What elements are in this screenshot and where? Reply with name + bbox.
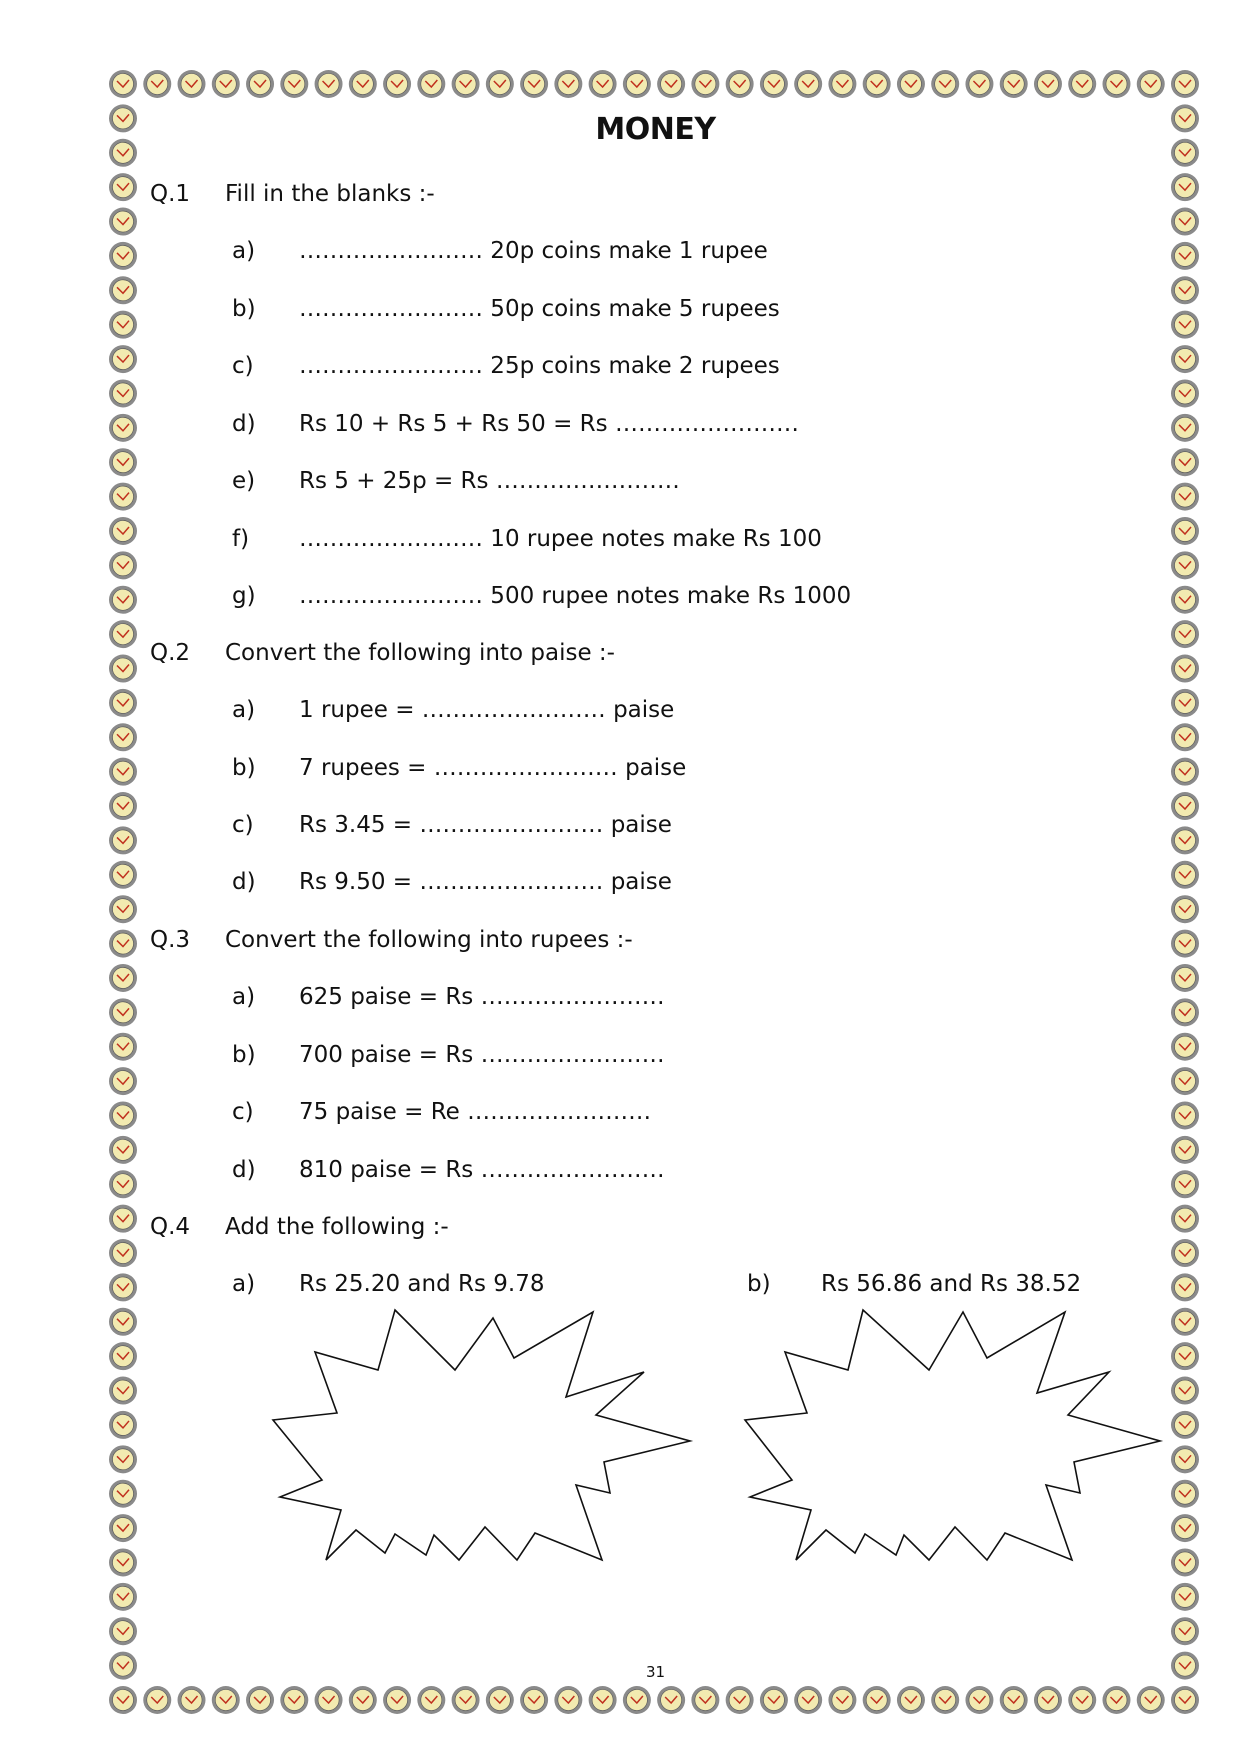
q2-item-label: b): [232, 755, 256, 781]
clock-icon: [109, 620, 137, 648]
clock-icon: [1171, 1308, 1199, 1336]
clock-icon: [1171, 792, 1199, 820]
clock-icon: [109, 1411, 137, 1439]
clock-icon: [1000, 1686, 1028, 1714]
clock-icon: [760, 1686, 788, 1714]
clock-icon: [452, 70, 480, 98]
clock-icon: [1102, 1686, 1130, 1714]
q4-item-label: b): [747, 1271, 771, 1297]
clock-icon: [1171, 1445, 1199, 1473]
clock-icon: [897, 70, 925, 98]
q2-item-label: c): [232, 812, 254, 838]
clock-icon: [452, 1686, 480, 1714]
clock-icon: [1171, 173, 1199, 201]
clock-icon: [1171, 276, 1199, 304]
clock-icon: [863, 1686, 891, 1714]
clock-icon: [109, 792, 137, 820]
clock-icon: [109, 1342, 137, 1370]
clock-icon: [109, 1136, 137, 1164]
clock-icon: [1171, 1067, 1199, 1095]
clock-icon: [109, 1686, 137, 1714]
clock-icon: [1171, 1686, 1199, 1714]
clock-icon: [1171, 895, 1199, 923]
clock-icon: [109, 1101, 137, 1129]
clock-icon: [589, 70, 617, 98]
clock-icon: [109, 551, 137, 579]
clock-icon: [1171, 414, 1199, 442]
question-4-text: Add the following :-: [225, 1214, 449, 1240]
clock-icon: [280, 1686, 308, 1714]
q2-item-label: d): [232, 869, 256, 895]
clock-icon: [383, 1686, 411, 1714]
clock-icon: [109, 1067, 137, 1095]
clock-icon: [109, 1377, 137, 1405]
clock-icon: [1171, 1033, 1199, 1061]
clock-icon: [1171, 689, 1199, 717]
clock-icon: [897, 1686, 925, 1714]
clock-icon: [691, 70, 719, 98]
clock-icon: [1171, 1514, 1199, 1542]
q3-item-label: c): [232, 1099, 254, 1125]
clock-icon: [315, 70, 343, 98]
question-2-text: Convert the following into paise :-: [225, 640, 615, 666]
question-1-text: Fill in the blanks :-: [225, 181, 435, 207]
clock-icon: [109, 758, 137, 786]
clock-icon: [486, 1686, 514, 1714]
clock-icon: [109, 895, 137, 923]
clock-icon: [246, 70, 274, 98]
clock-icon: [863, 70, 891, 98]
clock-icon: [794, 70, 822, 98]
clock-icon: [417, 70, 445, 98]
clock-icon: [965, 70, 993, 98]
q1-item-label: c): [232, 353, 254, 379]
clock-icon: [965, 1686, 993, 1714]
clock-icon: [726, 70, 754, 98]
clock-icon: [109, 242, 137, 270]
q2-item-text: Rs 9.50 = …………………… paise: [299, 869, 672, 895]
clock-icon: [109, 379, 137, 407]
q3-item-label: a): [232, 984, 256, 1010]
clock-icon: [109, 930, 137, 958]
clock-icon: [828, 70, 856, 98]
clock-icon: [1137, 70, 1165, 98]
clock-icon: [1171, 242, 1199, 270]
clock-icon: [109, 1170, 137, 1198]
clock-icon: [246, 1686, 274, 1714]
q1-item-label: f): [232, 526, 250, 552]
clock-icon: [1137, 1686, 1165, 1714]
q1-item-label: b): [232, 296, 256, 322]
q1-item-text: …………………… 10 rupee notes make Rs 100: [299, 526, 822, 552]
clock-icon: [109, 998, 137, 1026]
clock-icon: [1171, 586, 1199, 614]
clock-icon: [1171, 483, 1199, 511]
clock-icon: [109, 1514, 137, 1542]
clock-icon: [1171, 208, 1199, 236]
clock-icon: [280, 70, 308, 98]
clock-icon: [109, 448, 137, 476]
clock-icon: [417, 1686, 445, 1714]
clock-icon: [109, 517, 137, 545]
q2-item-text: Rs 3.45 = …………………… paise: [299, 812, 672, 838]
clock-icon: [1000, 70, 1028, 98]
clock-icon: [109, 1033, 137, 1061]
clock-icon: [1171, 1548, 1199, 1576]
clock-icon: [1171, 551, 1199, 579]
clock-icon: [109, 345, 137, 373]
clock-icon: [554, 70, 582, 98]
clock-icon: [109, 1273, 137, 1301]
clock-icon: [1171, 758, 1199, 786]
clock-icon: [1034, 70, 1062, 98]
q4-item-text: Rs 25.20 and Rs 9.78: [299, 1271, 545, 1297]
q1-item-text: Rs 5 + 25p = Rs ……………………: [299, 468, 680, 494]
q1-item-text: …………………… 20p coins make 1 rupee: [299, 238, 768, 264]
q1-item-text: …………………… 500 rupee notes make Rs 1000: [299, 583, 852, 609]
clock-icon: [657, 1686, 685, 1714]
clock-icon: [349, 1686, 377, 1714]
clock-icon: [1171, 1583, 1199, 1611]
q3-item-text: 810 paise = Rs ……………………: [299, 1157, 665, 1183]
clock-icon: [1171, 1411, 1199, 1439]
q1-item-text: …………………… 25p coins make 2 rupees: [299, 353, 780, 379]
clock-icon: [931, 70, 959, 98]
clock-icon: [178, 1686, 206, 1714]
clock-icon: [143, 1686, 171, 1714]
clock-icon: [1171, 826, 1199, 854]
clock-icon: [109, 1308, 137, 1336]
question-4-number: Q.4: [150, 1214, 191, 1240]
clock-icon: [109, 964, 137, 992]
clock-icon: [1171, 1617, 1199, 1645]
clock-icon: [109, 483, 137, 511]
clock-icon: [1171, 1273, 1199, 1301]
q1-item-label: a): [232, 238, 256, 264]
q1-item-label: d): [232, 411, 256, 437]
clock-icon: [1171, 1170, 1199, 1198]
clock-icon: [109, 70, 137, 98]
clock-icon: [1171, 379, 1199, 407]
clock-icon: [1171, 620, 1199, 648]
clock-icon: [1034, 1686, 1062, 1714]
page-title: MONEY: [595, 112, 716, 147]
clock-icon: [1171, 964, 1199, 992]
clock-icon: [1171, 1205, 1199, 1233]
q3-item-label: b): [232, 1042, 256, 1068]
q2-item-text: 7 rupees = …………………… paise: [299, 755, 687, 781]
clock-icon: [1171, 1342, 1199, 1370]
question-3-text: Convert the following into rupees :-: [225, 927, 633, 953]
clock-icon: [109, 1205, 137, 1233]
clock-icon: [1171, 930, 1199, 958]
clock-icon: [1171, 998, 1199, 1026]
question-1-number: Q.1: [150, 181, 191, 207]
page-number: 31: [645, 1663, 666, 1681]
clock-icon: [1171, 723, 1199, 751]
q1-item-label: e): [232, 468, 256, 494]
clock-icon: [1068, 70, 1096, 98]
clock-icon: [109, 1617, 137, 1645]
clock-icon: [1102, 70, 1130, 98]
clock-icon: [1171, 655, 1199, 683]
clock-icon: [178, 70, 206, 98]
question-2-number: Q.2: [150, 640, 191, 666]
q4-item-label: a): [232, 1271, 256, 1297]
clock-icon: [1171, 1136, 1199, 1164]
clock-icon: [726, 1686, 754, 1714]
clock-icon: [212, 70, 240, 98]
clock-icon: [212, 1686, 240, 1714]
clock-icon: [1171, 70, 1199, 98]
clock-icon: [109, 655, 137, 683]
clock-icon: [109, 826, 137, 854]
question-3-number: Q.3: [150, 927, 191, 953]
clock-icon: [1171, 861, 1199, 889]
clock-icon: [554, 1686, 582, 1714]
clock-icon: [1171, 1480, 1199, 1508]
clock-icon: [623, 70, 651, 98]
clock-icon: [109, 586, 137, 614]
clock-icon: [1171, 311, 1199, 339]
clock-icon: [315, 1686, 343, 1714]
q4-item-text: Rs 56.86 and Rs 38.52: [821, 1271, 1082, 1297]
clock-icon: [931, 1686, 959, 1714]
clock-icon: [1171, 1101, 1199, 1129]
clock-icon: [109, 208, 137, 236]
clock-icon: [109, 1480, 137, 1508]
clock-icon: [109, 1583, 137, 1611]
clock-icon: [109, 276, 137, 304]
clock-icon: [383, 70, 411, 98]
clock-icon: [109, 311, 137, 339]
q3-item-label: d): [232, 1157, 256, 1183]
clock-icon: [520, 1686, 548, 1714]
clock-icon: [109, 1239, 137, 1267]
q2-item-text: 1 rupee = …………………… paise: [299, 697, 675, 723]
q1-item-text: Rs 10 + Rs 5 + Rs 50 = Rs ……………………: [299, 411, 799, 437]
clock-icon: [109, 1548, 137, 1576]
q2-item-label: a): [232, 697, 256, 723]
clock-icon: [691, 1686, 719, 1714]
clock-icon: [109, 1445, 137, 1473]
clock-icon: [794, 1686, 822, 1714]
q3-item-text: 700 paise = Rs ……………………: [299, 1042, 665, 1068]
clock-icon: [1171, 517, 1199, 545]
clock-icon: [109, 861, 137, 889]
clock-icon: [1068, 1686, 1096, 1714]
clock-icon: [1171, 448, 1199, 476]
clock-icon: [520, 70, 548, 98]
q3-item-text: 75 paise = Re ……………………: [299, 1099, 652, 1125]
clock-icon: [760, 70, 788, 98]
clock-icon: [828, 1686, 856, 1714]
q3-item-text: 625 paise = Rs ……………………: [299, 984, 665, 1010]
clock-icon: [657, 70, 685, 98]
clock-icon: [109, 689, 137, 717]
clock-icon: [143, 70, 171, 98]
q1-item-text: …………………… 50p coins make 5 rupees: [299, 296, 780, 322]
clock-icon: [349, 70, 377, 98]
clock-icon: [1171, 1377, 1199, 1405]
clock-icon: [109, 723, 137, 751]
clock-icon: [623, 1686, 651, 1714]
clock-icon: [109, 173, 137, 201]
clock-icon: [1171, 345, 1199, 373]
clock-icon: [1171, 1239, 1199, 1267]
clock-icon: [109, 414, 137, 442]
clock-icon: [486, 70, 514, 98]
q1-item-label: g): [232, 583, 256, 609]
clock-icon: [589, 1686, 617, 1714]
